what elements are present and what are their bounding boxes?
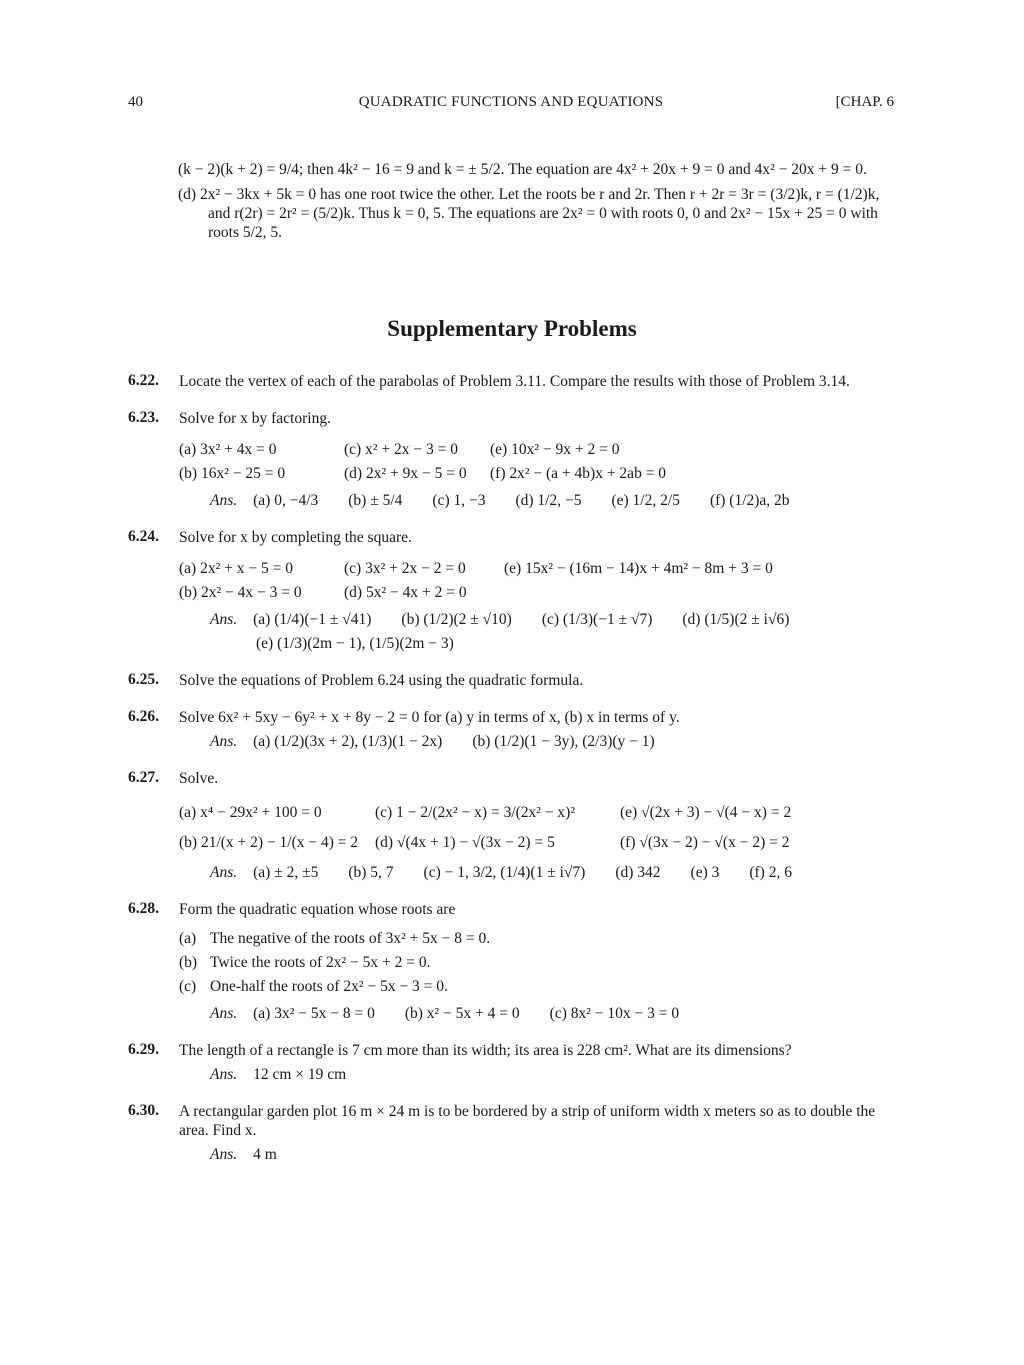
part-f: (f) 2x² − (a + 4b)x + 2ab = 0 (490, 465, 667, 482)
answer-e: (e) (1/3)(2m − 1), (1/5)(2m − 3) (256, 635, 454, 652)
parts-row (179, 438, 894, 462)
problem-6-22 (128, 372, 894, 391)
problem-parts (179, 798, 894, 858)
answer-a: (a) (1/2)(3x + 2), (1/3)(1 − 2x) (253, 733, 443, 750)
parts-row (179, 462, 894, 486)
answer-line (210, 1066, 894, 1084)
answer-b: (b) (1/2)(2 ± √10) (401, 611, 512, 628)
item-tag: (c) (179, 978, 197, 995)
problem-6-30 (128, 1102, 894, 1164)
item-tag: (b) (179, 954, 198, 971)
problem-statement: Solve for x by factoring. (179, 410, 331, 427)
problem-parts (179, 438, 894, 486)
part-d: (d) 2x² + 9x − 5 = 0 (344, 465, 467, 482)
answer-e: (e) 1/2, 2/5 (611, 492, 680, 509)
answer-c: (c) 1, −3 (432, 492, 486, 509)
chapter-label: [CHAP. 6 (835, 94, 894, 110)
answer-line (210, 492, 894, 510)
problem-number: 6.23. (128, 409, 159, 426)
part-b: (b) 21/(x + 2) − 1/(x − 4) = 2 (179, 834, 359, 851)
answer-b: (b) 5, 7 (348, 864, 394, 881)
problem-6-24 (128, 528, 894, 653)
answer-c: (c) (1/3)(−1 ± √7) (541, 611, 653, 628)
problem-number: 6.25. (128, 671, 159, 688)
answer-e: (e) 3 (690, 864, 720, 881)
answer-label: Ans. (210, 733, 238, 750)
answer-b: (b) x² − 5x + 4 = 0 (404, 1005, 520, 1022)
problem-statement: Locate the vertex of each of the parabolas of Problem 3.11. Compare the results with those of Problem 3.14. (179, 373, 850, 390)
answer-label: Ans. (210, 1146, 238, 1163)
parts-row (179, 828, 894, 858)
answer-d: (d) (1/5)(2 ± i√6) (682, 611, 790, 628)
parts-row (179, 581, 894, 605)
problem-statement: The length of a rectangle is 7 cm more than its width; its area is 228 cm². What are its dimensions? (179, 1042, 792, 1059)
list-item (179, 975, 894, 999)
parts-row (179, 557, 894, 581)
answer-label: Ans. (210, 611, 238, 628)
part-d: (d) √(4x + 1) − √(3x − 2) = 5 (375, 834, 555, 851)
answer-label: Ans. (210, 1005, 238, 1022)
answer-b: (b) ± 5/4 (348, 492, 403, 509)
answer-f: (f) (1/2)a, 2b (709, 492, 790, 509)
problem-6-28 (128, 900, 894, 1023)
answer-line-2 (256, 635, 894, 653)
part-e: (e) 15x² − (16m − 14)x + 4m² − 8m + 3 = 0 (504, 560, 773, 577)
problem-parts (179, 557, 894, 605)
part-c: (c) 3x² + 2x − 2 = 0 (344, 560, 466, 577)
problem-statement: A rectangular garden plot 16 m × 24 m is to be bordered by a strip of uniform width x meters so as to double the area. Find x. (179, 1103, 876, 1139)
answer-a: (a) ± 2, ±5 (253, 864, 319, 881)
answer-value: 4 m (253, 1146, 277, 1163)
problem-statement: Solve the equations of Problem 6.24 using the quadratic formula. (179, 672, 584, 689)
problem-list (128, 372, 894, 1182)
problem-statement: Form the quadratic equation whose roots are (179, 901, 456, 918)
item-text: One-half the roots of 2x² − 5x − 3 = 0. (210, 978, 448, 995)
answer-a: (a) 3x² − 5x − 8 = 0 (253, 1005, 375, 1022)
part-a: (a) 3x² + 4x = 0 (179, 441, 277, 458)
part-f: (f) √(3x − 2) − √(x − 2) = 2 (620, 834, 790, 851)
problem-statement: Solve. (179, 770, 219, 787)
answer-label: Ans. (210, 492, 238, 509)
problem-6-29 (128, 1041, 894, 1084)
solution-continuation (178, 160, 894, 248)
answer-d: (d) 1/2, −5 (515, 492, 582, 509)
solution-line-c: (k − 2)(k + 2) = 9/4; then 4k² − 16 = 9 and k = ± 5/2. The equation are 4x² + 20x + 9 = 0 and 4x² − 20x + 9 = 0. (178, 161, 867, 178)
part-a: (a) 2x² + x − 5 = 0 (179, 560, 293, 577)
answer-line (210, 733, 894, 751)
section-title: Supplementary Problems (387, 316, 637, 341)
problem-6-27 (128, 769, 894, 882)
part-b: (b) 2x² − 4x − 3 = 0 (179, 584, 302, 601)
part-e: (e) 10x² − 9x + 2 = 0 (490, 441, 620, 458)
answer-f: (f) 2, 6 (749, 864, 792, 881)
part-b: (b) 16x² − 25 = 0 (179, 465, 286, 482)
problem-number: 6.30. (128, 1102, 159, 1119)
answer-c: (c) 8x² − 10x − 3 = 0 (549, 1005, 680, 1022)
problem-number: 6.22. (128, 372, 159, 389)
answer-a: (a) (1/4)(−1 ± √41) (253, 611, 372, 628)
problem-6-23 (128, 409, 894, 510)
part-c: (c) 1 − 2/(2x² − x) = 3/(2x² − x)² (375, 804, 575, 821)
part-a: (a) x⁴ − 29x² + 100 = 0 (179, 804, 322, 821)
problem-statement: Solve 6x² + 5xy − 6y² + x + 8y − 2 = 0 for (a) y in terms of x, (b) x in terms of y. (179, 709, 680, 726)
problem-6-26 (128, 708, 894, 751)
part-c: (c) x² + 2x − 3 = 0 (344, 441, 458, 458)
page-number: 40 (128, 94, 143, 110)
answer-label: Ans. (210, 1066, 238, 1083)
answer-d: (d) 342 (615, 864, 661, 881)
answer-a: (a) 0, −4/3 (253, 492, 319, 509)
problem-6-25 (128, 671, 894, 690)
problem-number: 6.26. (128, 708, 159, 725)
problem-number: 6.28. (128, 900, 159, 917)
list-item (179, 951, 894, 975)
item-text: The negative of the roots of 3x² + 5x − 8 = 0. (210, 930, 491, 947)
problem-number: 6.29. (128, 1041, 159, 1058)
answer-b: (b) (1/2)(1 − 3y), (2/3)(y − 1) (472, 733, 655, 750)
running-title: QUADRATIC FUNCTIONS AND EQUATIONS (358, 94, 664, 110)
item-tag: (a) (179, 930, 197, 947)
answer-label: Ans. (210, 864, 238, 881)
part-d: (d) 5x² − 4x + 2 = 0 (344, 584, 467, 601)
item-text: Twice the roots of 2x² − 5x + 2 = 0. (210, 954, 431, 971)
answer-value: 12 cm × 19 cm (253, 1066, 347, 1083)
answer-line (210, 864, 894, 882)
problem-statement: Solve for x by completing the square. (179, 529, 412, 546)
problem-subitems (179, 927, 894, 999)
answer-line (210, 1005, 894, 1023)
problem-number: 6.27. (128, 769, 159, 786)
answer-line (210, 1146, 894, 1164)
answer-c: (c) − 1, 3/2, (1/4)(1 ± i√7) (423, 864, 586, 881)
answer-line (210, 611, 894, 629)
running-header (128, 94, 894, 114)
parts-row (179, 798, 894, 828)
solution-line-d: (d) 2x² − 3kx + 5k = 0 has one root twice the other. Let the roots be r and 2r. Then r + 2r = 3r = (3/2)k, r = (1/2)k, and r(2r) = 2r² = (5/2)k. Thus k = 0, 5. The equations are 2x² = 0 with roots 0, 0 and 2x² − 15x + 25 = 0 with roots 5/2, 5. (178, 186, 880, 241)
problem-number: 6.24. (128, 528, 159, 545)
list-item (179, 927, 894, 951)
part-e: (e) √(2x + 3) − √(4 − x) = 2 (620, 804, 792, 821)
